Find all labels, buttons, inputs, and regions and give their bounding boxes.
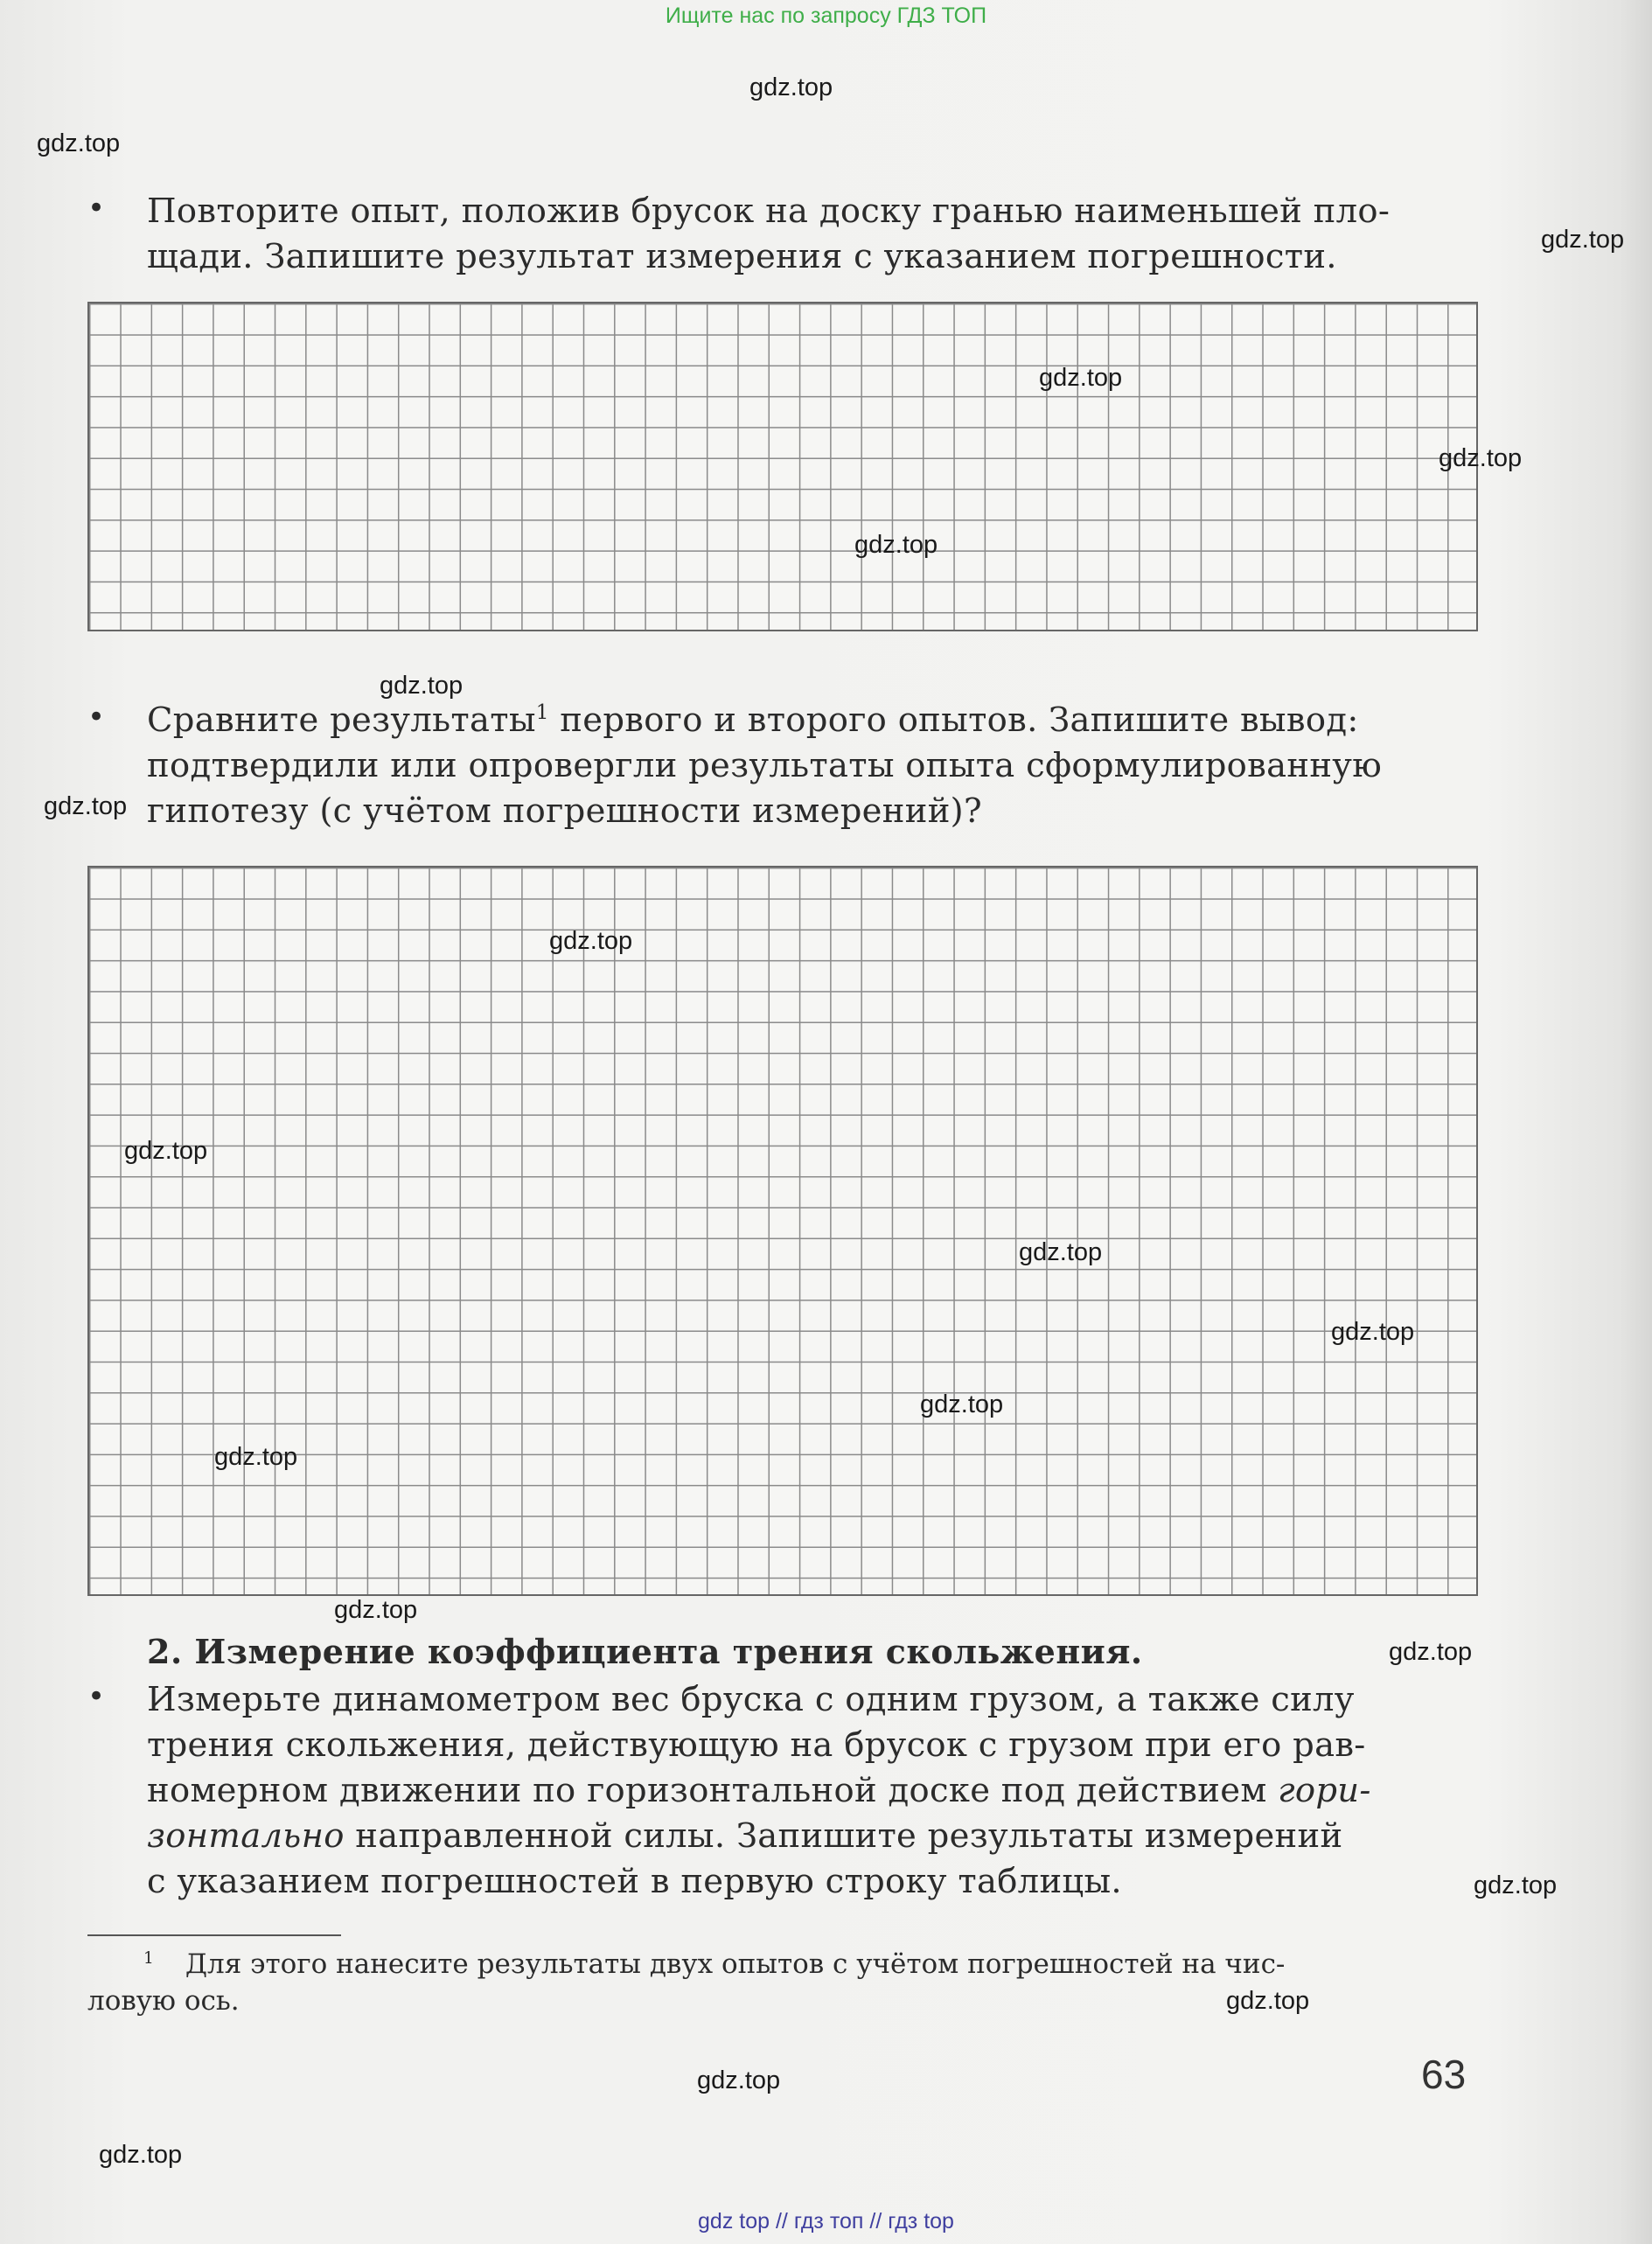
watermark: gdz.top xyxy=(1439,444,1523,472)
text-line: подтвердили или опровергли результаты опыта сформулированную xyxy=(147,746,1383,785)
bullet: • xyxy=(87,700,106,735)
bullet: • xyxy=(87,191,106,226)
italic-fragment: гори- xyxy=(1278,1771,1371,1810)
watermark: gdz.top xyxy=(44,792,128,820)
text-line: трения скольжения, действующую на брусок с грузом при его рав- xyxy=(147,1725,1366,1765)
section-heading: 2. Измерение коэффициента трения скольжения. xyxy=(147,1632,1143,1671)
watermark: gdz.top xyxy=(1039,364,1123,392)
text-line: щади. Запишите результат измерения с указанием погрешности. xyxy=(147,237,1337,276)
footnote-divider xyxy=(87,1934,341,1936)
watermark: gdz.top xyxy=(37,129,121,157)
bottom-banner[interactable]: gdz top // гдз топ // гдз top xyxy=(698,2209,954,2234)
text-line xyxy=(147,1768,1476,1814)
instruction-measure-friction xyxy=(147,1677,1476,1905)
answer-grid-2[interactable] xyxy=(87,866,1478,1596)
bullet: • xyxy=(87,1679,106,1714)
footnote-text: Для этого нанесите результаты двух опытов с учётом погрешностей на чис- xyxy=(185,1948,1286,1980)
footnote-number: 1 xyxy=(143,1948,154,1968)
page-number: 63 xyxy=(1421,2052,1467,2097)
watermark: gdz.top xyxy=(334,1596,418,1624)
footnote-marker: 1 xyxy=(535,701,549,725)
watermark: gdz.top xyxy=(380,672,464,700)
text-line xyxy=(147,698,1476,743)
text-fragment: направленной силы. Запишите результаты измерений xyxy=(344,1816,1343,1856)
text-fragment: номерном движении по горизонтальной доске под действием xyxy=(147,1771,1279,1810)
text-fragment: Сравните результаты xyxy=(147,700,536,740)
watermark: gdz.top xyxy=(1331,1318,1415,1346)
text-line: Измерьте динамометром вес бруска с одним грузом, а также силу xyxy=(147,1680,1355,1719)
watermark: gdz.top xyxy=(214,1443,298,1471)
top-banner[interactable]: Ищите нас по запросу ГДЗ ТОП xyxy=(665,3,987,28)
footnote-line xyxy=(87,1946,1469,1983)
answer-grid-1[interactable] xyxy=(87,302,1478,631)
instruction-repeat-experiment xyxy=(147,189,1476,280)
watermark: gdz.top xyxy=(549,927,633,955)
watermark: gdz.top xyxy=(854,531,938,559)
instruction-compare-results xyxy=(147,698,1476,834)
text-fragment: первого и второго опытов. Запишите вывод: xyxy=(548,700,1359,740)
watermark: gdz.top xyxy=(1474,1871,1558,1899)
watermark: gdz.top xyxy=(1389,1638,1473,1666)
text-line: Повторите опыт, положив брусок на доску гранью наименьшей пло- xyxy=(147,192,1391,231)
watermark: gdz.top xyxy=(1541,226,1625,254)
watermark: gdz.top xyxy=(749,73,833,101)
watermark: gdz.top xyxy=(1019,1238,1103,1266)
watermark: gdz.top xyxy=(99,2141,183,2169)
watermark: gdz.top xyxy=(124,1137,208,1165)
footnote-line: ловую ось. xyxy=(87,1985,240,2017)
text-line: гипотезу (с учётом погрешности измерений)? xyxy=(147,791,982,831)
text-line xyxy=(147,1814,1476,1859)
watermark: gdz.top xyxy=(1226,1987,1310,2015)
italic-fragment: зонтально xyxy=(147,1816,345,1856)
watermark: gdz.top xyxy=(697,2066,781,2094)
watermark: gdz.top xyxy=(920,1390,1004,1418)
text-line: с указанием погрешностей в первую строку таблицы. xyxy=(147,1862,1122,1901)
